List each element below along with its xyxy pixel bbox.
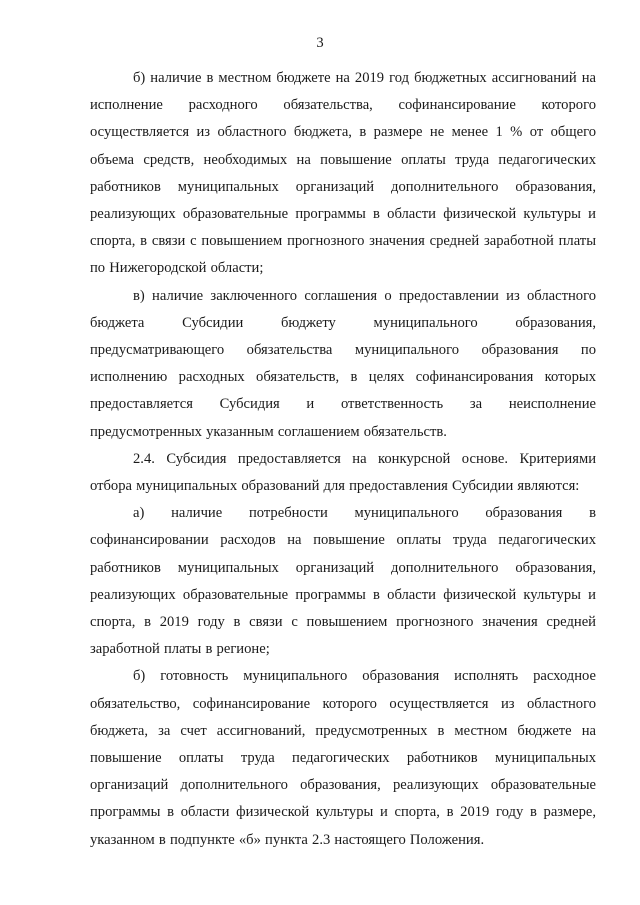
document-body: [90, 65, 596, 854]
paragraph-b-readiness: б) готовность муниципального образования исполнять расходное обязательство, софинансирование которого осуществляется из областного бюджета, за счет ассигнований, предусмотренных в местном бюджете на повышение оплаты труда педагогических работников муниципальных организаций дополнительного образования, реализующих образовательные программы в области физической культуры и спорта, в 2019 году в размере, указанном в подпункте «б» пункта 2.3 настоящего Положения.: [90, 668, 596, 848]
paragraph-a-funding-need: а) наличие потребности муниципального образования в софинансировании расходов на повышение оплаты труда педагогических работников муниципальных организаций дополнительного образования, реализующих образовательные программы в области физической культуры и спорта, в 2019 году в связи с повышением прогнозного значения средней заработной платы в регионе;: [90, 505, 596, 658]
page-number: 3: [316, 35, 324, 51]
paragraph-b-budget-allocation: б) наличие в местном бюджете на 2019 год бюджетных ассигнований на исполнение расходного обязательства, софинансирование которого осуществляется из областного бюджета, в размере не менее 1 % от общего объема средств, необходимых на повышение оплаты труда педагогических работников муниципальных организаций дополнительного образования, реализующих образовательные программы в области физической культуры и спорта, в связи с повышением прогнозного значения средней заработной платы по Нижегородской области;: [90, 70, 596, 277]
paragraph-v-agreement: в) наличие заключенного соглашения о предоставлении из областного бюджета Субсидии бюджету муниципального образования, предусматривающего обязательства муниципального образования по исполнению расходных обязательств, в целях софинансирования которых предоставляется Субсидия и ответственность за неисполнение предусмотренных указанным соглашением обязательств.: [90, 287, 596, 440]
paragraph-2-4-selection-criteria: 2.4. Субсидия предоставляется на конкурсной основе. Критериями отбора муниципальных образований для предоставления Субсидии являются:: [90, 450, 596, 495]
